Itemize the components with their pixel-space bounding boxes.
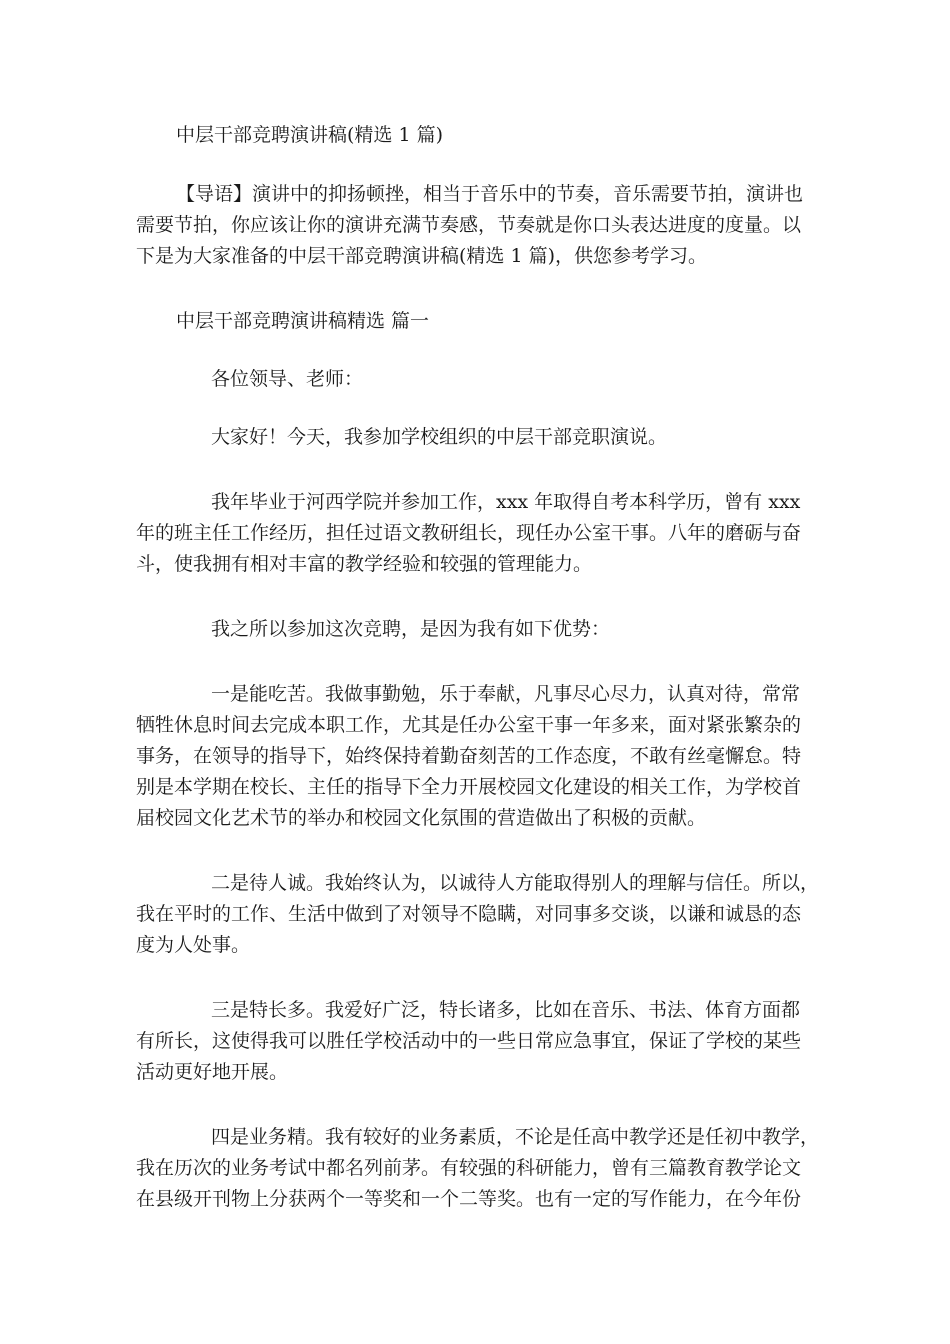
intro-line: 需要节拍，你应该让你的演讲充满节奏感，节奏就是你口头表达进度的度量。以 (136, 214, 802, 236)
section-title: 中层干部竞聘演讲稿精选 篇一 (176, 310, 430, 332)
paragraph-line: 我在平时的工作、生活中做到了对领导不隐瞒，对同事多交谈，以谦和诚恳的态 (136, 903, 802, 925)
paragraph-line: 二是待人诚。我始终认为，以诚待人方能取得别人的理解与信任。所以， (211, 872, 820, 894)
paragraph-line: 我在历次的业务考试中都名列前茅。有较强的科研能力，曾有三篇教育教学论文 (136, 1157, 802, 1179)
paragraph-line: 三是特长多。我爱好广泛，特长诸多，比如在音乐、书法、体育方面都 (211, 999, 801, 1021)
hello-line: 大家好！今天，我参加学校组织的中层干部竞职演说。 (211, 426, 668, 448)
intro-line: 【导语】演讲中的抑扬顿挫，相当于音乐中的节奏，音乐需要节拍，演讲也 (176, 183, 804, 205)
paragraph-advantages-intro (136, 614, 826, 645)
paragraph-line: 年的班主任工作经历，担任过语文教研组长，现任办公室干事。八年的磨砺与奋 (136, 522, 802, 544)
paragraph-line: 度为人处事。 (136, 934, 251, 956)
paragraph-line: 我年毕业于河西学院并参加工作，xxx 年取得自考本科学历，曾有 xxx (211, 491, 801, 513)
paragraph-line: 一是能吃苦。我做事勤勉，乐于奉献，凡事尽心尽力，认真对待，常常 (211, 683, 801, 705)
paragraph-line: 我之所以参加这次竞聘，是因为我有如下优势： (211, 618, 611, 640)
document-page (136, 120, 826, 1249)
paragraph-sincere (136, 868, 826, 961)
greeting: 各位领导、老师： (211, 368, 364, 390)
paragraph-line: 牺牲休息时间去完成本职工作，尤其是任办公室干事一年多来，面对紧张繁杂的 (136, 714, 802, 736)
paragraph-line: 活动更好地开展。 (136, 1061, 289, 1083)
document-title: 中层干部竞聘演讲稿(精选 1 篇) (176, 124, 443, 146)
paragraph-line: 届校园文化艺术节的举办和校园文化氛围的营造做出了积极的贡献。 (136, 807, 707, 829)
paragraph-talents (136, 995, 826, 1088)
paragraph-line: 别是本学期在校长、主任的指导下全力开展校园文化建设的相关工作，为学校首 (136, 776, 802, 798)
paragraph-line: 有所长，这使得我可以胜任学校活动中的一些日常应急事宜，保证了学校的某些 (136, 1030, 802, 1052)
paragraph-background (136, 487, 826, 580)
paragraph-line: 在县级开刊物上分获两个一等奖和一个二等奖。也有一定的写作能力，在今年份 (136, 1188, 802, 1210)
paragraph-line: 四是业务精。我有较好的业务素质，不论是任高中教学还是任初中教学， (211, 1126, 820, 1148)
intro-paragraph (136, 179, 826, 272)
paragraph-professional (136, 1122, 826, 1215)
intro-line: 下是为大家准备的中层干部竞聘演讲稿(精选 1 篇)，供您参考学习。 (136, 245, 707, 267)
paragraph-hardworking (136, 679, 826, 834)
paragraph-line: 斗，使我拥有相对丰富的教学经验和较强的管理能力。 (136, 553, 593, 575)
paragraph-line: 事务，在领导的指导下，始终保持着勤奋刻苦的工作态度，不敢有丝毫懈怠。特 (136, 745, 802, 767)
